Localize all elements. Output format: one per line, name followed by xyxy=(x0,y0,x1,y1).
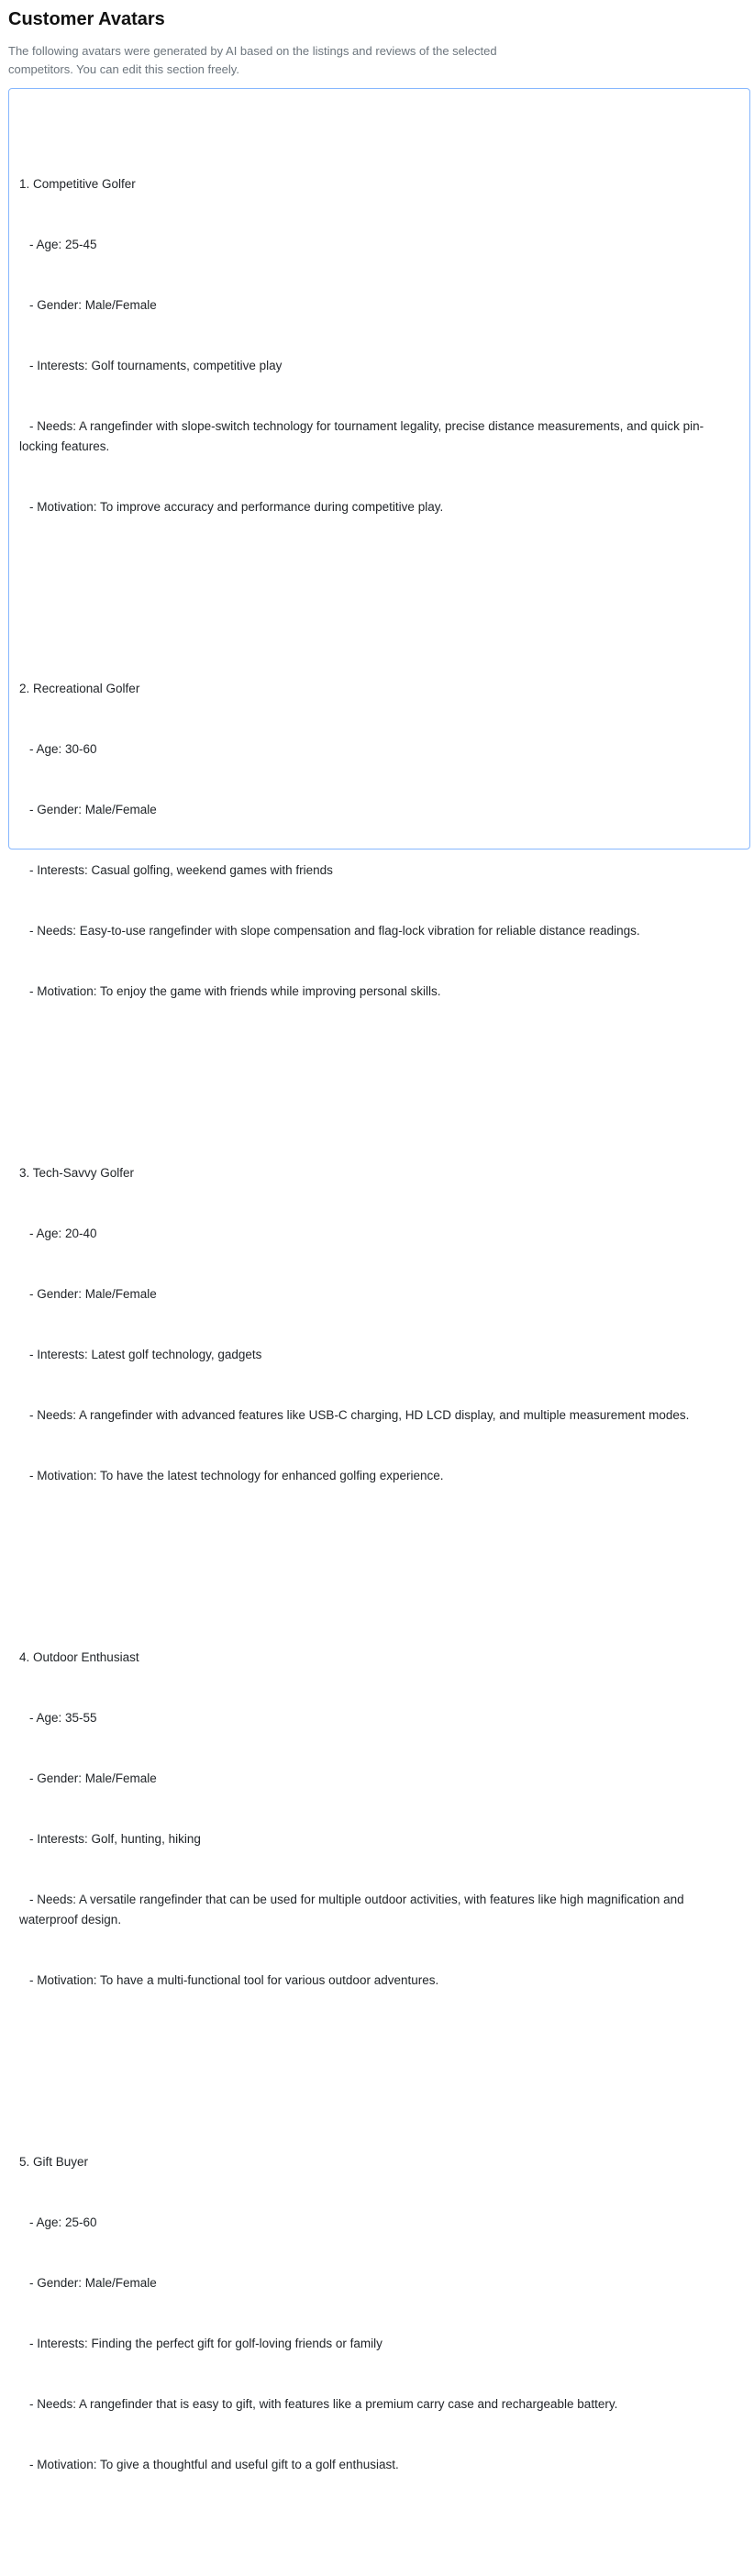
avatar-gender xyxy=(19,1284,739,1305)
avatar-age-text: - Age: 25-60 xyxy=(29,2215,97,2229)
avatar-needs-text: - Needs: A rangefinder with advanced features like USB-C charging, HD LCD display, and multiple measurement modes. xyxy=(29,1408,690,1422)
avatar-motivation xyxy=(19,1971,739,1991)
avatar-age-text: - Age: 30-60 xyxy=(29,742,97,756)
avatar-block-competitive-golfer xyxy=(19,134,739,558)
avatar-age xyxy=(19,2213,739,2233)
avatar-heading: 2. Recreational Golfer xyxy=(19,682,140,695)
avatar-needs-text: - Needs: A rangefinder that is easy to gift, with features like a premium carry case and rechargeable battery. xyxy=(29,2397,618,2411)
avatar-motivation-text: - Motivation: To enjoy the game with friends while improving personal skills. xyxy=(29,984,441,998)
avatar-interests xyxy=(19,1345,739,1365)
avatar-heading: 3. Tech-Savvy Golfer xyxy=(19,1166,135,1180)
avatar-gender xyxy=(19,1769,739,1789)
avatar-heading: 5. Gift Buyer xyxy=(19,2155,89,2169)
avatar-age-text: - Age: 20-40 xyxy=(29,1227,97,1240)
avatar-needs-text: - Needs: A rangefinder with slope-switch technology for tournament legality, precise distance measurements, and quick pin-locking features. xyxy=(19,419,704,453)
avatar-gender xyxy=(19,295,739,316)
avatar-age xyxy=(19,1708,739,1728)
avatar-needs xyxy=(19,921,739,941)
avatar-interests xyxy=(19,1829,739,1849)
avatar-block-recreational-golfer xyxy=(19,638,739,1042)
avatar-motivation xyxy=(19,2455,739,2475)
avatar-age-text: - Age: 35-55 xyxy=(29,1711,97,1725)
avatar-age xyxy=(19,739,739,760)
avatar-gender-text: - Gender: Male/Female xyxy=(29,803,157,816)
avatar-interests xyxy=(19,2334,739,2354)
avatar-interests xyxy=(19,861,739,881)
avatars-text-editor[interactable] xyxy=(8,88,750,2471)
avatar-interests-text: - Interests: Golf tournaments, competitive play xyxy=(29,359,283,372)
avatar-needs-text: - Needs: Easy-to-use rangefinder with slope compensation and flag-lock vibration for reliable distance readings. xyxy=(29,924,640,938)
avatar-needs-text: - Needs: A versatile rangefinder that can be used for multiple outdoor activities, with features like high magnification and waterproof design. xyxy=(19,1893,688,1926)
avatar-motivation xyxy=(19,982,739,1002)
avatar-motivation-text: - Motivation: To have a multi-functional tool for various outdoor adventures. xyxy=(29,1973,439,1987)
avatar-gender-text: - Gender: Male/Female xyxy=(29,298,157,312)
avatar-heading: 4. Outdoor Enthusiast xyxy=(19,1650,139,1664)
avatar-interests-text: - Interests: Casual golfing, weekend games with friends xyxy=(29,863,333,877)
section-title: Customer Avatars xyxy=(8,9,165,29)
avatar-heading: 1. Competitive Golfer xyxy=(19,177,136,191)
avatar-motivation-text: - Motivation: To have the latest technology for enhanced golfing experience. xyxy=(29,1469,444,1482)
avatar-motivation xyxy=(19,497,739,517)
avatar-interests xyxy=(19,356,739,376)
avatar-gender-text: - Gender: Male/Female xyxy=(29,1771,157,1785)
avatar-needs xyxy=(19,1890,739,1930)
avatar-motivation-text: - Motivation: To improve accuracy and performance during competitive play. xyxy=(29,500,444,514)
avatar-block-tech-savvy-golfer xyxy=(19,1123,739,1527)
avatar-motivation-text: - Motivation: To give a thoughtful and useful gift to a golf enthusiast. xyxy=(29,2458,399,2471)
avatar-needs xyxy=(19,2394,739,2415)
avatar-gender-text: - Gender: Male/Female xyxy=(29,1287,157,1301)
avatar-interests-text: - Interests: Latest golf technology, gadgets xyxy=(29,1348,262,1361)
avatar-needs xyxy=(19,416,739,457)
avatar-age xyxy=(19,235,739,255)
section-description: The following avatars were generated by AI based on the listings and reviews of the selected competitors. You can edit this section freely. xyxy=(8,44,497,76)
avatar-interests-text: - Interests: Finding the perfect gift for golf-loving friends or family xyxy=(29,2337,383,2350)
avatar-gender xyxy=(19,2273,739,2293)
avatar-age-text: - Age: 25-45 xyxy=(29,238,97,251)
avatar-block-gift-buyer xyxy=(19,2112,739,2515)
avatar-motivation xyxy=(19,1466,739,1486)
avatar-gender xyxy=(19,800,739,820)
avatar-interests-text: - Interests: Golf, hunting, hiking xyxy=(29,1832,201,1846)
avatar-age xyxy=(19,1224,739,1244)
avatar-block-outdoor-enthusiast xyxy=(19,1607,739,2031)
avatar-needs xyxy=(19,1405,739,1426)
avatar-gender-text: - Gender: Male/Female xyxy=(29,2276,157,2290)
